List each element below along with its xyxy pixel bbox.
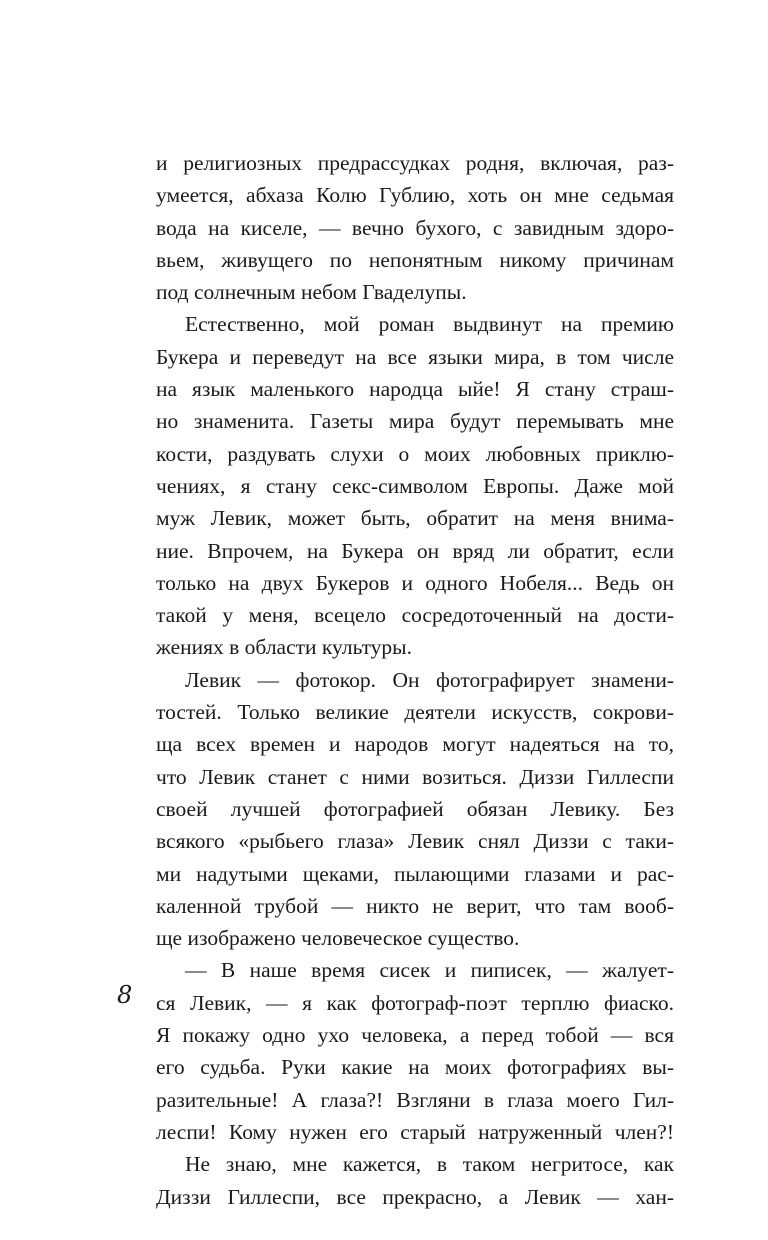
text-line: на язык маленького народца ыйе! Я стану страш- [156, 377, 674, 402]
text-line: муж Левик, может быть, обратит на меня внима- [156, 506, 674, 531]
text-line: чениях, я стану секс-символом Европы. Даже мой [156, 473, 674, 498]
text-line: ся Левик, — я как фотограф-поэт терплю фиаско. [156, 990, 674, 1015]
text-line: вода на киселе, — вечно бухого, с завидным здоро- [156, 215, 674, 240]
text-line: ние. Впрочем, на Букера он вряд ли обратит, если [156, 538, 674, 563]
text-line: вьем, живущего по непонятным никому причинам [156, 247, 674, 272]
text-line: леспи! Кому нужен его старый натруженный член?! [156, 1119, 674, 1144]
text-line: его судьба. Руки какие на моих фотографиях вы- [156, 1055, 674, 1080]
text-line: Естественно, мой роман выдвинут на премию [185, 312, 674, 337]
text-line: умеется, абхаза Колю Гублию, хоть он мне седьмая [156, 183, 674, 208]
text-line: ще изображено человеческое существо. [156, 926, 520, 951]
text-line: что Левик станет с ними возиться. Диззи Гиллеспи [156, 764, 674, 789]
text-line: Букера и переведут на все языки мира, в том числе [156, 344, 674, 369]
text-line: Диззи Гиллеспи, все прекрасно, а Левик — хан- [156, 1184, 674, 1209]
text-line: тостей. Только великие деятели искусств, сокрови- [156, 700, 674, 725]
text-line: такой у меня, всецело сосредоточенный на дости- [156, 603, 674, 628]
text-line: но знаменита. Газеты мира будут перемывать мне [156, 409, 674, 434]
text-line: — В наше время сисек и пиписек, — жалует- [185, 958, 674, 983]
text-line: жениях в области культуры. [156, 635, 413, 660]
text-line: кости, раздувать слухи о моих любовных приклю- [156, 441, 674, 466]
text-line: ща всех времен и народов могут надеяться на то, [156, 732, 674, 757]
text-line: каленной трубой — никто не верит, что там вооб- [156, 893, 674, 918]
text-line: только на двух Букеров и одного Нобеля... Ведь он [156, 570, 674, 595]
text-line: своей лучшей фотографией обязан Левику. Без [156, 796, 674, 821]
text-line: Я покажу одно ухо человека, а перед тобой — вся [156, 1023, 674, 1048]
text-line: разительные! А глаза?! Взгляни в глаза моего Гил- [156, 1087, 674, 1112]
page-number: 8 [117, 981, 133, 1009]
text-line: всякого «рыбьего глаза» Левик снял Диззи с таки- [156, 829, 674, 854]
text-line: под солнечным небом Гваделупы. [156, 280, 467, 305]
text-line: ми надутыми щеками, пылающими глазами и рас- [156, 861, 674, 886]
text-line: и религиозных предрассудках родня, включая, раз- [156, 151, 674, 175]
body-text [156, 147, 674, 1213]
text-line: Левик — фотокор. Он фотографирует знамени- [185, 667, 674, 692]
text-line: Не знаю, мне кажется, в таком негритосе, как [185, 1152, 674, 1177]
